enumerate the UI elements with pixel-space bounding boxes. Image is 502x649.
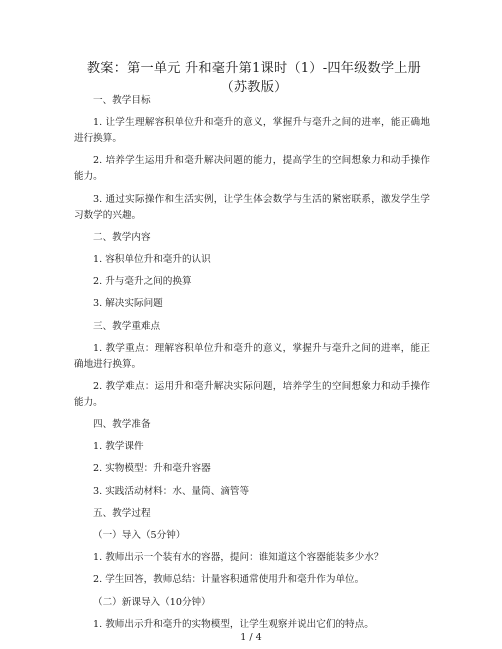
subsection-heading: （二）新课导入（10分钟） [93, 596, 211, 608]
subsection-heading: （一）导入（5分钟） [93, 530, 186, 541]
paragraph: 1. 教学重点：理解容积单位升和毫升的意义，掌握升与毫升之间的进率，能正确地进行换算。 [74, 342, 430, 370]
paragraph: 3. 实践活动材料：水、量筒、滴管等 [93, 485, 250, 497]
section-heading: 三、教学重难点 [93, 320, 161, 332]
paragraph: 2. 教学难点：运用升和毫升解决实际问题，培养学生的空间想象力和动手操作能力。 [74, 380, 430, 408]
section-heading: 二、教学内容 [93, 231, 151, 243]
document-body [74, 93, 430, 639]
paragraph: 1. 让学生理解容积单位升和毫升的意义，掌握升与毫升之间的进率，能正确地进行换算。 [74, 117, 430, 145]
section-heading: 一、教学目标 [93, 95, 151, 106]
paragraph: 2. 升与毫升之间的换算 [93, 276, 192, 288]
section-heading: 四、教学准备 [93, 419, 151, 431]
section-heading: 五、教学过程 [93, 507, 151, 519]
paragraph: 3. 通过实际操作和生活实例，让学生体会数学与生活的紧密联系，激发学生学习数学的兴趣。 [74, 193, 430, 221]
document-title: 教案：第一单元 升和毫升第1课时（1）-四年级数学上册（苏教版） [86, 61, 422, 95]
paragraph: 3. 解决实际问题 [93, 298, 163, 310]
paragraph: 1. 容积单位升和毫升的认识 [93, 253, 211, 265]
paragraph: 2. 学生回答，教师总结：计量容积通常使用升和毫升作为单位。 [93, 574, 365, 586]
paragraph: 1. 教师出示升和毫升的实物模型，让学生观察并说出它们的特点。 [93, 618, 374, 630]
paragraph: 2. 培养学生运用升和毫升解决问题的能力，提高学生的空间想象力和动手操作能力。 [74, 155, 430, 183]
paragraph: 1. 教师出示一个装有水的容器，提问：谁知道这个容器能装多少水？ [93, 552, 384, 564]
paragraph: 2. 实物模型：升和毫升容器 [93, 463, 211, 475]
page-number: 1 / 4 [240, 632, 262, 643]
paragraph: 1. 教学课件 [93, 441, 144, 453]
